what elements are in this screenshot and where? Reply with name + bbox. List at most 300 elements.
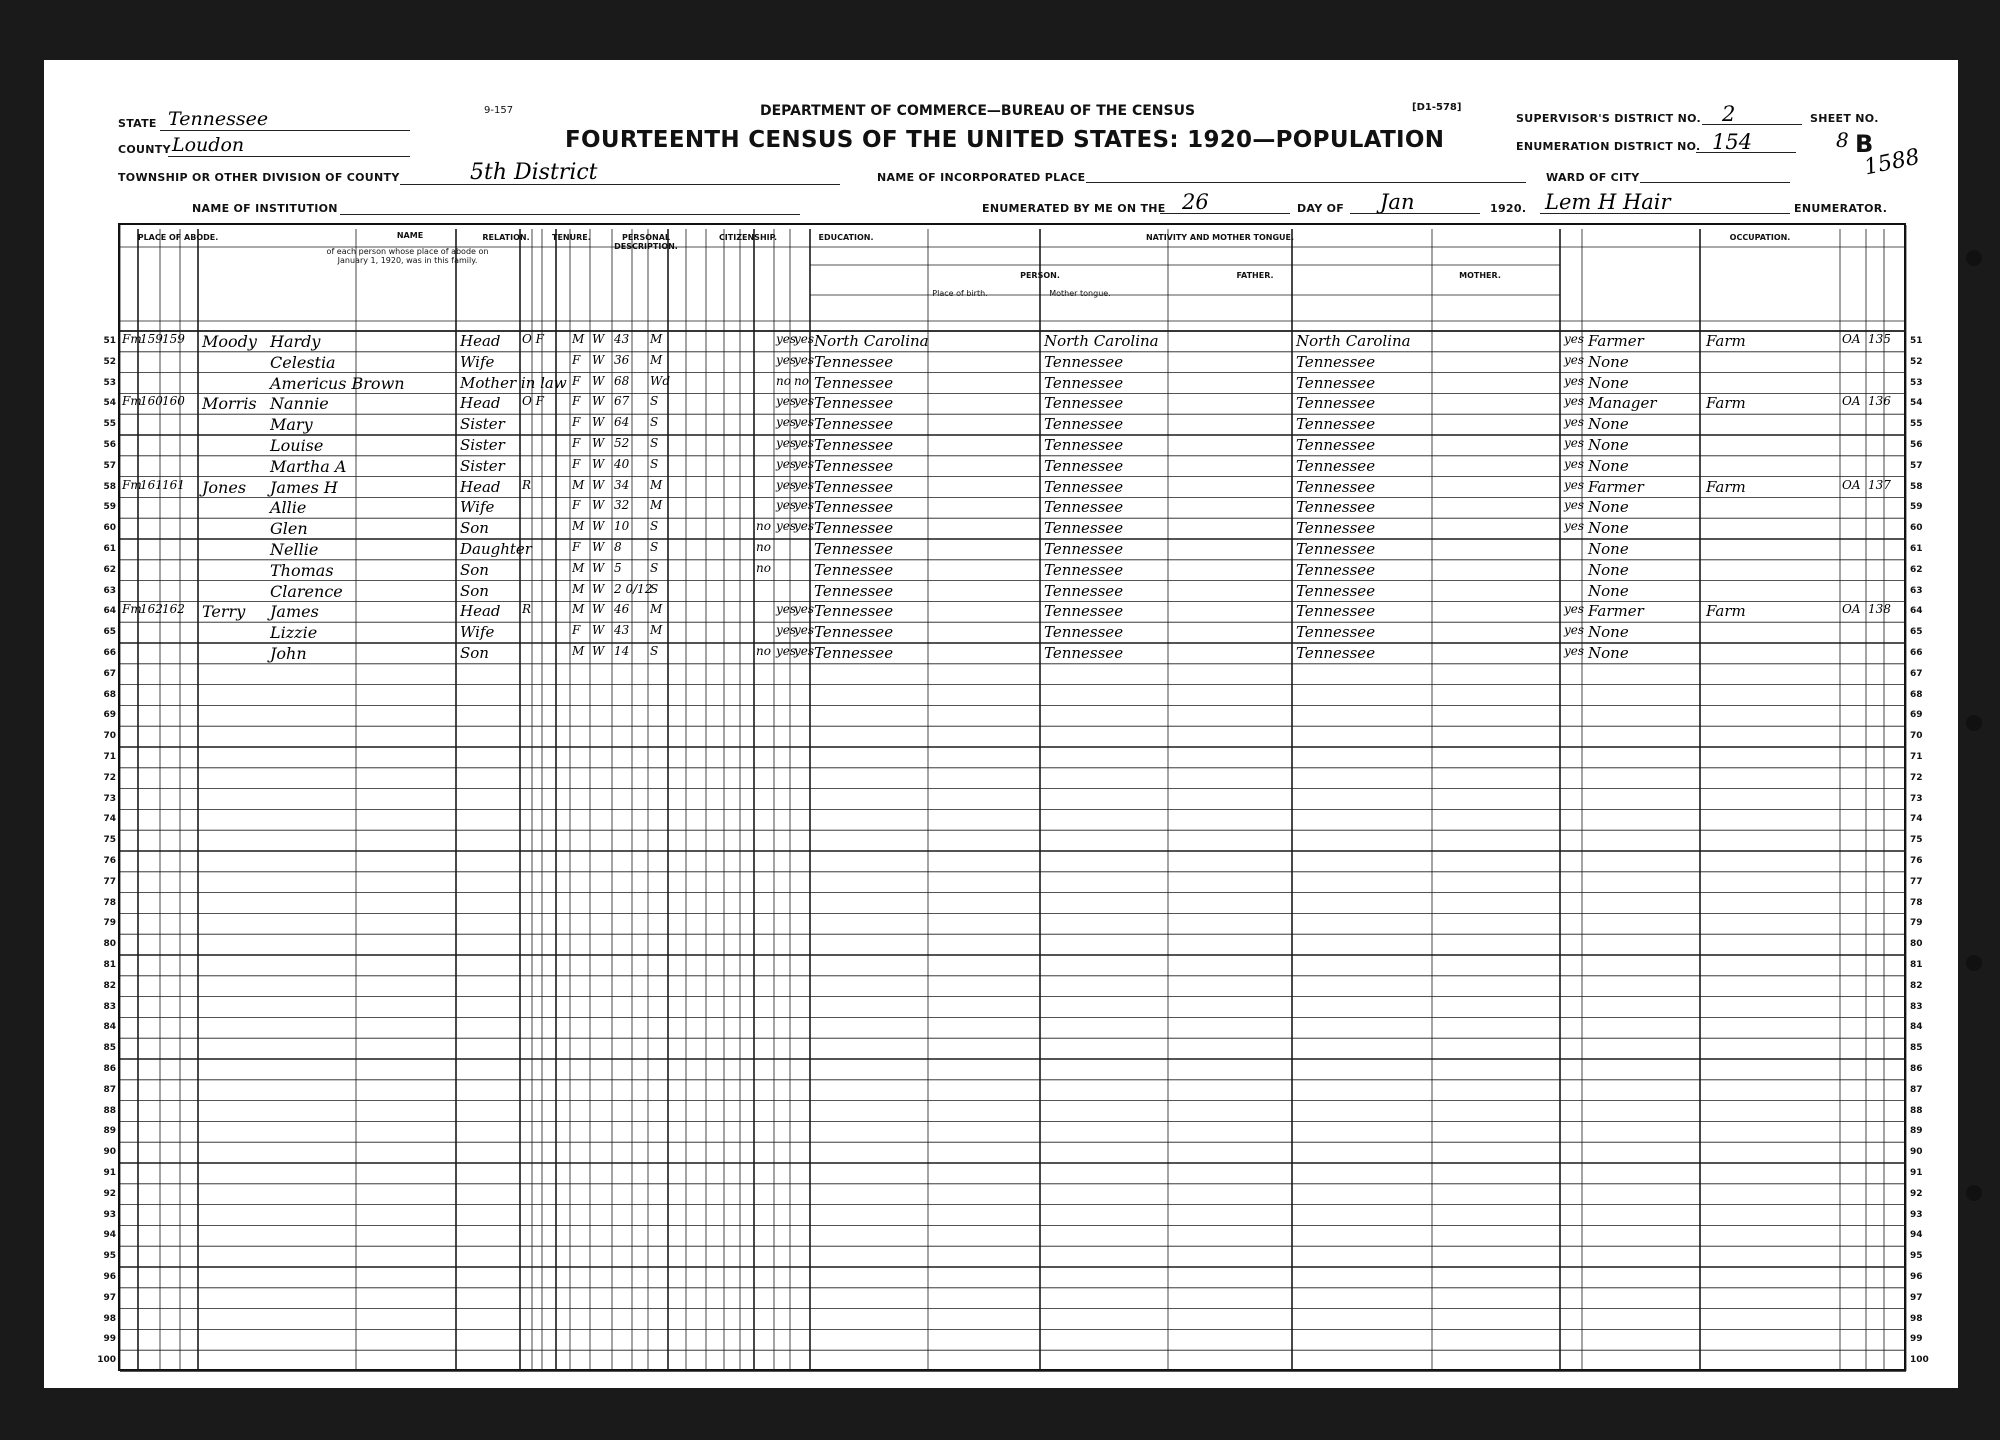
state-value: Tennessee	[168, 108, 269, 130]
line-number-left: 80	[103, 939, 116, 950]
birthplace-cell: North Carolina	[814, 332, 929, 350]
class-cell: OA	[1842, 332, 1861, 346]
age-cell: 68	[614, 373, 630, 388]
age-cell: 52	[614, 436, 630, 450]
read-cell: yes	[776, 602, 797, 617]
sex-cell: M	[572, 519, 585, 534]
relation-cell: Head	[460, 394, 501, 413]
marital-cell: M	[650, 332, 663, 346]
sex-cell: F	[572, 498, 581, 513]
day-of-label: DAY OF	[1297, 202, 1345, 215]
punch-hole	[1966, 955, 1982, 971]
line-number-right: 84	[1910, 1022, 1923, 1033]
race-cell: W	[592, 540, 605, 554]
colhead-person-tongue: Mother tongue.	[1049, 289, 1111, 298]
occupation-cell: None	[1588, 456, 1629, 475]
line-number-right: 60	[1910, 523, 1923, 534]
write-cell: yes	[794, 332, 815, 346]
age-cell: 40	[614, 456, 630, 471]
class-cell: OA	[1842, 602, 1861, 617]
father-birthplace-cell: Tennessee	[1044, 602, 1124, 621]
marital-cell: M	[650, 498, 663, 513]
read-cell: yes	[776, 477, 797, 492]
birthplace-cell: Tennessee	[814, 623, 894, 642]
line-number-right: 52	[1910, 356, 1923, 367]
line-number-left: 57	[103, 460, 116, 471]
marital-cell: S	[650, 436, 659, 450]
marital-cell: S	[650, 394, 659, 409]
colhead-personal: PERSONAL DESCRIPTION.	[614, 233, 678, 251]
relation-cell: Mother in law	[460, 373, 567, 392]
sheet-label: SHEET NO.	[1810, 112, 1879, 125]
father-birthplace-cell: Tennessee	[1044, 519, 1124, 538]
write-cell: yes	[794, 456, 815, 471]
line-number-left: 85	[103, 1043, 116, 1054]
form-number: 9-157	[484, 105, 514, 116]
line-number-right: 95	[1910, 1251, 1923, 1262]
line-number-right: 58	[1910, 481, 1923, 492]
relation-cell: Wife	[460, 352, 495, 371]
line-number-right: 78	[1910, 897, 1923, 908]
age-cell: 5	[614, 560, 622, 575]
census-title: FOURTEENTH CENSUS OF THE UNITED STATES: 1920—POPULATION	[565, 127, 1445, 153]
age-cell: 43	[614, 332, 630, 346]
birthplace-cell: Tennessee	[814, 519, 894, 538]
birthplace-cell: Tennessee	[814, 352, 894, 371]
farm-schedule-cell: 135	[1868, 332, 1891, 346]
birthplace-cell: Tennessee	[814, 394, 894, 413]
line-number-right: 94	[1910, 1230, 1923, 1241]
given-name-cell: Louise	[270, 436, 324, 455]
dwelling-cell: 160	[140, 394, 163, 409]
dwelling-cell: 161	[140, 477, 163, 492]
line-number-left: 77	[103, 876, 116, 887]
birthplace-cell: Tennessee	[814, 477, 894, 496]
line-number-left: 78	[103, 897, 116, 908]
line-number-left: 64	[103, 606, 116, 617]
line-number-left: 71	[103, 752, 116, 762]
line-number-right: 79	[1910, 918, 1923, 929]
tenure-cell: R	[522, 602, 532, 617]
occupation-cell: None	[1588, 581, 1629, 600]
marital-cell: Wd	[650, 373, 671, 388]
mother-birthplace-cell: Tennessee	[1296, 560, 1376, 579]
line-number-left: 87	[103, 1084, 116, 1095]
race-cell: W	[592, 415, 605, 430]
line-number-right: 77	[1910, 876, 1923, 887]
colhead-relation: RELATION.	[482, 233, 530, 242]
street-cell: Fm	[122, 394, 142, 409]
age-cell: 67	[614, 394, 630, 409]
line-number-right: 67	[1910, 668, 1923, 679]
english-cell: yes	[1564, 477, 1585, 492]
marital-cell: S	[650, 581, 659, 596]
line-number-left: 68	[103, 689, 116, 700]
given-name-cell: Celestia	[270, 352, 336, 372]
father-birthplace-cell: Tennessee	[1044, 644, 1124, 662]
line-number-right: 72	[1910, 772, 1923, 783]
line-number-left: 86	[103, 1064, 116, 1074]
line-number-left: 66	[103, 648, 116, 658]
family-cell: 159	[162, 332, 185, 346]
sex-cell: F	[572, 373, 581, 388]
sex-cell: M	[572, 332, 585, 346]
sex-cell: F	[572, 456, 581, 471]
line-number-left: 81	[103, 960, 116, 970]
line-number-left: 91	[103, 1168, 116, 1178]
write-cell: yes	[794, 519, 815, 534]
line-number-left: 83	[103, 1001, 116, 1012]
write-cell: yes	[794, 623, 815, 638]
given-name-cell: Hardy	[270, 332, 321, 351]
relation-cell: Sister	[460, 456, 505, 475]
family-cell: 162	[162, 602, 185, 617]
industry-cell: Farm	[1706, 602, 1746, 621]
line-number-right: 89	[1910, 1126, 1923, 1137]
father-birthplace-cell: Tennessee	[1044, 436, 1124, 454]
line-number-left: 89	[103, 1126, 116, 1137]
marital-cell: S	[650, 415, 659, 430]
write-cell: yes	[794, 394, 815, 409]
mother-birthplace-cell: Tennessee	[1296, 623, 1376, 642]
relation-cell: Sister	[460, 415, 505, 434]
father-birthplace-cell: Tennessee	[1044, 352, 1124, 371]
marital-cell: S	[650, 560, 659, 575]
write-cell: yes	[794, 436, 815, 450]
father-birthplace-cell: Tennessee	[1044, 415, 1124, 434]
colhead-place-of-abode: PLACE OF ABODE.	[137, 233, 219, 242]
line-number-right: 54	[1910, 398, 1923, 409]
relation-cell: Head	[460, 602, 501, 621]
line-number-left: 51	[103, 336, 116, 346]
read-cell: yes	[776, 644, 797, 658]
line-number-left: 67	[103, 668, 116, 679]
read-cell: yes	[776, 415, 797, 430]
township-label: TOWNSHIP OR OTHER DIVISION OF COUNTY	[118, 171, 400, 184]
write-cell: yes	[794, 415, 815, 430]
english-cell: yes	[1564, 373, 1585, 388]
enumeration-value: 154	[1712, 130, 1753, 154]
line-number-right: 68	[1910, 689, 1923, 700]
age-cell: 32	[614, 498, 630, 513]
industry-cell: Farm	[1706, 332, 1746, 350]
read-cell: yes	[776, 436, 797, 450]
occupation-cell: None	[1588, 519, 1629, 538]
line-number-right: 82	[1910, 980, 1923, 991]
father-birthplace-cell: Tennessee	[1044, 373, 1124, 392]
street-cell: Fm	[122, 602, 142, 617]
read-cell: yes	[776, 456, 797, 471]
line-number-left: 94	[103, 1230, 116, 1241]
english-cell: yes	[1564, 602, 1585, 617]
age-cell: 64	[614, 415, 630, 430]
age-cell: 2 0/12	[614, 581, 653, 596]
line-number-right: 86	[1910, 1064, 1923, 1074]
year-value: 1920.	[1490, 202, 1527, 215]
english-cell: yes	[1564, 456, 1585, 471]
relation-cell: Son	[460, 581, 489, 600]
occupation-cell: Farmer	[1588, 477, 1644, 496]
line-number-right: 56	[1910, 440, 1923, 450]
line-number-left: 93	[103, 1209, 116, 1220]
colhead-nativity: NATIVITY AND MOTHER TONGUE.	[1145, 233, 1295, 242]
father-birthplace-cell: Tennessee	[1044, 498, 1124, 517]
township-value: 5th District	[470, 160, 598, 185]
write-cell: yes	[794, 477, 815, 492]
sex-cell: M	[572, 581, 585, 596]
line-number-right: 80	[1910, 939, 1923, 950]
race-cell: W	[592, 498, 605, 513]
month-value: Jan	[1380, 190, 1415, 214]
line-number-right: 64	[1910, 606, 1923, 617]
age-cell: 46	[614, 602, 630, 617]
surname-cell: Terry	[202, 602, 246, 622]
tenure-cell: O F	[522, 332, 544, 346]
age-cell: 34	[614, 477, 630, 492]
race-cell: W	[592, 332, 605, 346]
line-number-left: 88	[103, 1105, 116, 1116]
sex-cell: F	[572, 540, 581, 554]
race-cell: W	[592, 352, 605, 367]
sheet-value: 8	[1836, 128, 1849, 152]
surname-cell: Moody	[202, 332, 257, 351]
state-label: STATE	[118, 117, 157, 130]
given-name-cell: Mary	[270, 415, 313, 435]
occupation-cell: None	[1588, 540, 1629, 558]
institution-label: NAME OF INSTITUTION	[192, 202, 338, 215]
race-cell: W	[592, 477, 605, 492]
line-number-right: 73	[1910, 793, 1923, 804]
mother-birthplace-cell: Tennessee	[1296, 602, 1376, 621]
industry-cell: Farm	[1706, 394, 1746, 413]
relation-cell: Daughter	[460, 540, 532, 558]
enumeration-label: ENUMERATION DISTRICT NO.	[1516, 140, 1701, 153]
line-number-left: 84	[103, 1022, 116, 1033]
given-name-cell: Allie	[270, 498, 307, 518]
sheet-side: B	[1855, 130, 1874, 158]
department-heading: DEPARTMENT OF COMMERCE—BUREAU OF THE CENSUS	[760, 103, 1196, 119]
colhead-name-desc: of each person whose place of abode on January 1, 1920, was in this family.	[326, 247, 489, 265]
english-cell: yes	[1564, 498, 1585, 513]
birthplace-cell: Tennessee	[814, 581, 894, 600]
sex-cell: F	[572, 623, 581, 638]
english-cell: yes	[1564, 644, 1585, 658]
enumerator-label: ENUMERATOR.	[1794, 202, 1888, 215]
supervisor-label: SUPERVISOR'S DISTRICT NO.	[1516, 112, 1701, 125]
mother-birthplace-cell: North Carolina	[1296, 332, 1411, 350]
county-label: COUNTY	[118, 143, 171, 156]
street-cell: Fm	[122, 477, 142, 492]
race-cell: W	[592, 519, 605, 534]
farm-schedule-cell: 138	[1868, 602, 1891, 617]
english-cell: yes	[1564, 352, 1585, 367]
sex-cell: M	[572, 560, 585, 575]
given-name-cell: John	[270, 644, 307, 663]
english-cell: yes	[1564, 332, 1585, 346]
occupation-cell: None	[1588, 623, 1629, 642]
birthplace-cell: Tennessee	[814, 415, 894, 434]
sex-cell: M	[572, 602, 585, 617]
occupation-cell: None	[1588, 560, 1629, 579]
school-cell: no	[756, 519, 771, 534]
line-number-left: 73	[103, 793, 116, 804]
ward-label: WARD OF CITY	[1546, 171, 1640, 184]
mother-birthplace-cell: Tennessee	[1296, 373, 1376, 392]
relation-cell: Wife	[460, 623, 495, 642]
line-number-left: 76	[103, 856, 116, 866]
english-cell: yes	[1564, 415, 1585, 430]
marital-cell: M	[650, 477, 663, 492]
surname-cell: Morris	[202, 394, 257, 414]
enumerated-label: ENUMERATED BY ME ON THE	[982, 202, 1166, 215]
line-number-left: 74	[103, 814, 116, 825]
given-name-cell: Americus Brown	[270, 373, 405, 393]
line-number-left: 99	[103, 1334, 116, 1345]
line-number-right: 88	[1910, 1105, 1923, 1116]
race-cell: W	[592, 602, 605, 617]
occupation-cell: None	[1588, 644, 1629, 662]
given-name-cell: Nannie	[270, 394, 329, 414]
surname-cell: Jones	[202, 477, 247, 497]
line-number-right: 55	[1910, 419, 1923, 430]
relation-cell: Son	[460, 519, 489, 538]
colhead-mother: MOTHER.	[1459, 271, 1501, 280]
line-number-right: 91	[1910, 1168, 1923, 1178]
given-name-cell: Thomas	[270, 560, 334, 580]
father-birthplace-cell: Tennessee	[1044, 540, 1124, 558]
mother-birthplace-cell: Tennessee	[1296, 456, 1376, 475]
line-number-left: 90	[103, 1147, 116, 1158]
relation-cell: Head	[460, 477, 501, 496]
street-cell: Fm	[122, 332, 142, 346]
family-cell: 160	[162, 394, 185, 409]
father-birthplace-cell: Tennessee	[1044, 581, 1124, 600]
line-number-left: 61	[103, 544, 116, 554]
line-number-right: 100	[1910, 1355, 1929, 1366]
read-cell: yes	[776, 332, 797, 346]
birthplace-cell: Tennessee	[814, 498, 894, 517]
line-number-right: 65	[1910, 627, 1923, 638]
mother-birthplace-cell: Tennessee	[1296, 394, 1376, 413]
race-cell: W	[592, 644, 605, 658]
class-cell: OA	[1842, 394, 1861, 409]
english-cell: yes	[1564, 436, 1585, 450]
race-cell: W	[592, 436, 605, 450]
sex-cell: F	[572, 394, 581, 409]
line-number-left: 75	[103, 835, 116, 846]
occupation-cell: None	[1588, 436, 1629, 454]
supervisor-value: 2	[1722, 102, 1736, 126]
mother-birthplace-cell: Tennessee	[1296, 415, 1376, 434]
line-number-right: 70	[1910, 731, 1923, 742]
family-cell: 161	[162, 477, 185, 492]
line-number-left: 55	[103, 419, 116, 430]
colhead-education: EDUCATION.	[818, 233, 874, 242]
birthplace-cell: Tennessee	[814, 644, 894, 662]
english-cell: yes	[1564, 623, 1585, 638]
birthplace-cell: Tennessee	[814, 373, 894, 392]
line-number-left: 79	[103, 918, 116, 929]
line-number-right: 76	[1910, 856, 1923, 866]
mother-birthplace-cell: Tennessee	[1296, 477, 1376, 496]
line-number-right: 62	[1910, 564, 1923, 575]
line-number-left: 52	[103, 356, 116, 367]
occupation-cell: None	[1588, 498, 1629, 517]
dwelling-cell: 159	[140, 332, 163, 346]
enumerated-day: 26	[1182, 190, 1209, 214]
mother-birthplace-cell: Tennessee	[1296, 436, 1376, 454]
marital-cell: S	[650, 540, 659, 554]
line-number-left: 72	[103, 772, 116, 783]
line-number-right: 83	[1910, 1001, 1923, 1012]
read-cell: no	[776, 373, 791, 388]
race-cell: W	[592, 623, 605, 638]
mother-birthplace-cell: Tennessee	[1296, 519, 1376, 538]
line-number-right: 81	[1910, 960, 1923, 970]
line-number-right: 85	[1910, 1043, 1923, 1054]
line-number-left: 92	[103, 1188, 116, 1199]
tenure-cell: O F	[522, 394, 544, 409]
given-name-cell: Lizzie	[270, 623, 318, 643]
write-cell: yes	[794, 644, 815, 658]
line-number-right: 92	[1910, 1188, 1923, 1199]
age-cell: 8	[614, 540, 622, 554]
age-cell: 10	[614, 519, 630, 534]
read-cell: yes	[776, 623, 797, 638]
line-number-left: 98	[103, 1313, 116, 1324]
line-number-right: 93	[1910, 1209, 1923, 1220]
marital-cell: M	[650, 623, 663, 638]
read-cell: yes	[776, 498, 797, 513]
line-number-right: 63	[1910, 585, 1923, 596]
occupation-cell: Farmer	[1588, 602, 1644, 621]
line-number-right: 87	[1910, 1084, 1923, 1095]
tenure-cell: R	[522, 477, 532, 492]
birthplace-cell: Tennessee	[814, 456, 894, 475]
dwelling-cell: 162	[140, 602, 163, 617]
write-cell: yes	[794, 602, 815, 617]
line-number-left: 97	[103, 1292, 116, 1303]
marital-cell: S	[650, 456, 659, 471]
read-cell: yes	[776, 519, 797, 534]
line-number-left: 63	[103, 585, 116, 596]
farm-schedule-cell: 136	[1868, 394, 1891, 409]
relation-cell: Wife	[460, 498, 495, 517]
line-number-right: 61	[1910, 544, 1923, 554]
line-number-left: 59	[103, 502, 116, 513]
line-number-left: 82	[103, 980, 116, 991]
occupation-cell: None	[1588, 373, 1629, 392]
school-cell: no	[756, 540, 771, 554]
line-number-right: 66	[1910, 648, 1923, 658]
read-cell: yes	[776, 352, 797, 367]
line-number-right: 97	[1910, 1292, 1923, 1303]
marital-cell: M	[650, 352, 663, 367]
sex-cell: F	[572, 436, 581, 450]
colhead-person-birth: Place of birth.	[932, 289, 988, 298]
father-birthplace-cell: Tennessee	[1044, 394, 1124, 413]
line-number-left: 95	[103, 1251, 116, 1262]
line-number-left: 54	[103, 398, 116, 409]
age-cell: 43	[614, 623, 630, 638]
english-cell: yes	[1564, 394, 1585, 409]
sex-cell: M	[572, 644, 585, 658]
mother-birthplace-cell: Tennessee	[1296, 540, 1376, 558]
punch-hole	[1966, 250, 1982, 266]
colhead-person: PERSON.	[1020, 271, 1060, 280]
marital-cell: S	[650, 644, 659, 658]
colhead-father: FATHER.	[1236, 271, 1274, 280]
